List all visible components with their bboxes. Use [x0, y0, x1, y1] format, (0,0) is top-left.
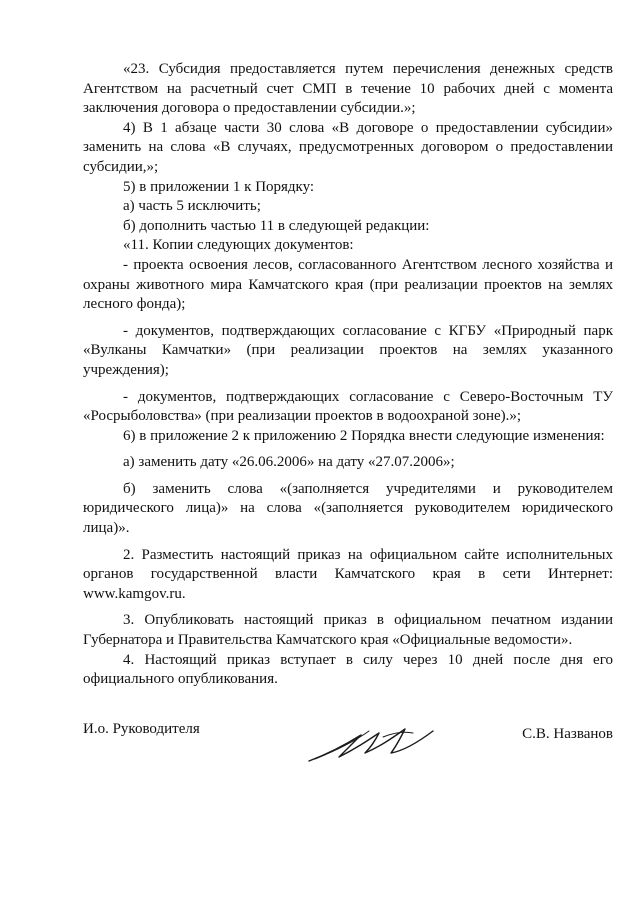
paragraph-forest-project: - проекта освоения лесов, согласованного Агентством лесного хозяйства и охраны животного мира Камчатского края (при реализации проектов на землях лесного фонда); [83, 256, 613, 313]
paragraph-item-23: «23. Субсидия предоставляется путем перечисления денежных средств Агентством на расчетный счет СМП в течение 10 рабочих дней с момента заключения договора о предоставлении субсидии.»; [83, 61, 613, 117]
handwritten-signature [305, 715, 445, 769]
paragraph-item-4-effective: 4. Настоящий приказ вступает в силу через 10 дней после дня его официального опубликования. [83, 651, 613, 688]
paragraph-park-approval: - документов, подтверждающих согласование с КГБУ «Природный парк «Вулканы Камчатки» (при реализации проектов на землях указанного учреждения); [83, 322, 613, 378]
paragraph-item-6b: б) заменить слова «(заполняется учредителями и руководителем юридического лица)» на слова «(заполняется руководителем юридического лица)». [83, 480, 613, 537]
paragraph-fishery-approval: - документов, подтверждающих согласование с Северо-Восточным ТУ «Росрыболовства» (при реализации проектов в водоохраной зоне).»; [83, 388, 613, 425]
paragraph-item-5: 5) в приложении 1 к Порядку: [123, 178, 315, 195]
paragraph-item-5b: б) дополнить частью 11 в следующей редакции: [123, 217, 430, 234]
signatory-name: С.В. Названов [522, 726, 613, 742]
signatory-position: И.о. Руководителя [83, 721, 200, 737]
paragraph-item-2-publish-site: 2. Разместить настоящий приказ на официальном сайте исполнительных органов государственной власти Камчатского края в сети Интернет: www.kamgov.ru. [83, 546, 613, 602]
paragraph-item-5a: а) часть 5 исключить; [123, 198, 261, 215]
paragraph-item-11-intro: «11. Копии следующих документов: [123, 237, 354, 254]
paragraph-item-6a: а) заменить дату «26.06.2006» на дату «27.07.2006»; [123, 454, 455, 471]
document-body [83, 60, 613, 690]
paragraph-item-3-publish-print: 3. Опубликовать настоящий приказ в официальном печатном издании Губернатора и Правительства Камчатского края «Официальные ведомости». [83, 612, 613, 649]
paragraph-item-6: 6) в приложение 2 к приложению 2 Порядка внести следующие изменения: [123, 427, 605, 444]
paragraph-item-4: 4) В 1 абзаце части 30 слова «В договоре о предоставлении субсидии» заменить на слова «В случаях, предусмотренных договором о предоставлении субсидии,»; [83, 119, 613, 175]
signature-block [83, 715, 613, 775]
